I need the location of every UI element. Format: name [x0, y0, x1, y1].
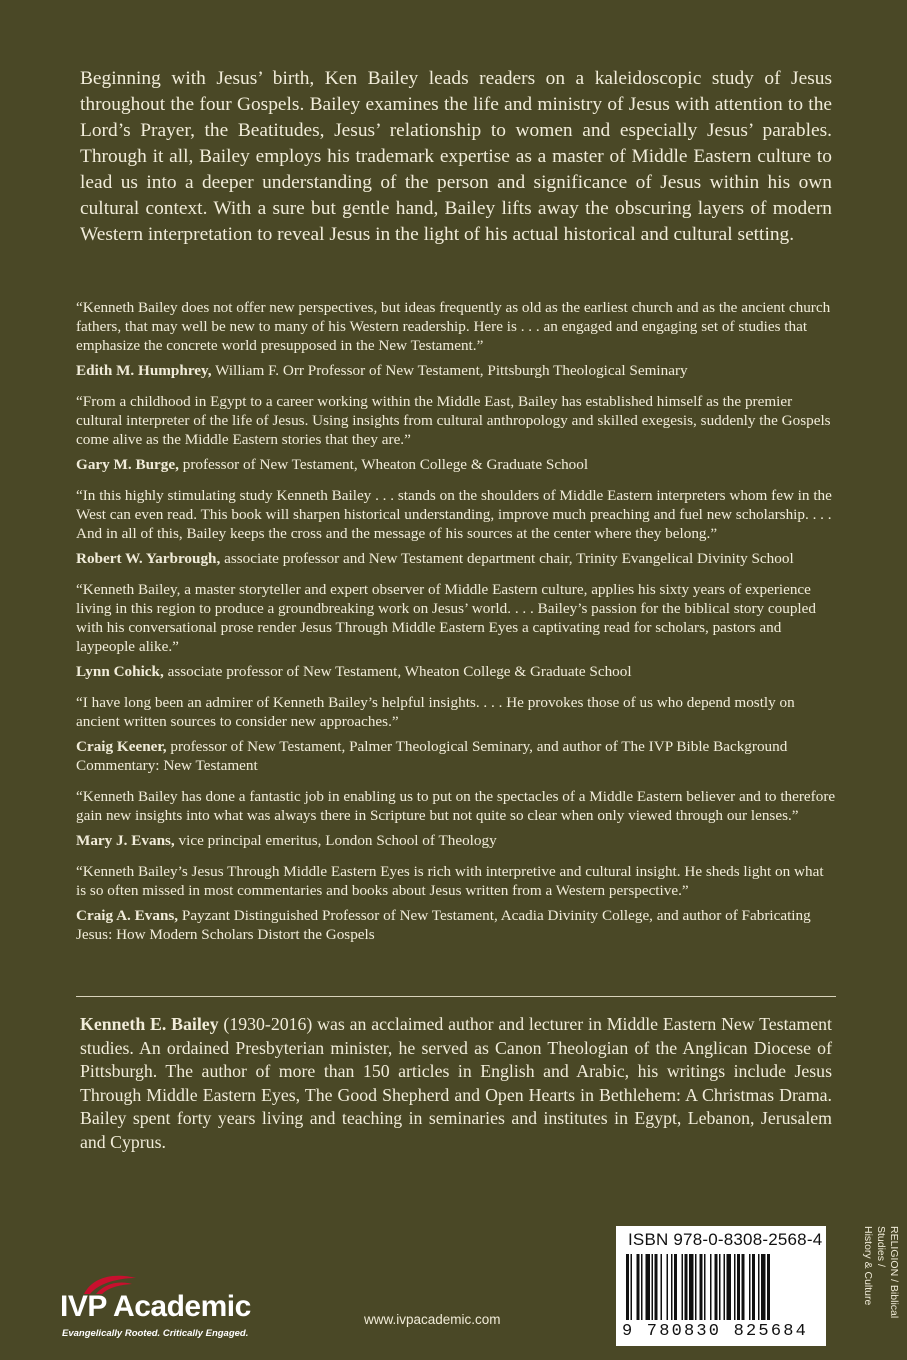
endorser-role: Payzant Distinguished Professor of New Testament, Acadia Divinity College, and author of Fabricating Jesus: How Modern Scholars Distort the Gospels [76, 907, 811, 943]
endorser-name: Edith M. Humphrey, [76, 362, 212, 379]
barcode-icon [624, 1254, 820, 1322]
endorsement [76, 298, 836, 380]
book-description: Beginning with Jesus’ birth, Ken Bailey leads readers on a kaleidoscopic study of Jesus throughout the four Gospels. Bailey examines the life and ministry of Jesus with attention to the Lord’s Prayer, the Beatitudes, Jesus’ relationship to women and especially Jesus’ parables. Through it all, Bailey employs his trademark expertise as a master of Middle Eastern culture to lead us into a deeper understanding of the person and significance of Jesus within his own cultural context. With a sure but gentle hand, Bailey lifts away the obscuring layers of modern Western interpretation to reveal Jesus in the light of his actual historical and cultural setting. [80, 68, 832, 245]
endorser-role: vice principal emeritus, London School of Theology [174, 832, 497, 849]
endorser-name: Craig A. Evans, [76, 907, 179, 924]
endorsement-attribution [76, 831, 836, 850]
endorsement [76, 392, 836, 474]
endorsement-attribution [76, 455, 836, 474]
endorsement-attribution [76, 906, 836, 944]
endorsement-quote: “Kenneth Bailey does not offer new perspectives, but ideas frequently as old as the earliest church and as the ancient church fathers, that may well be new to many of his Western readership. Here is . . . an engaged and engaging set of studies that emphasize the concrete world presupposed in the New Testament.” [76, 299, 831, 354]
endorsement-quote: “Kenneth Bailey’s Jesus Through Middle Eastern Eyes is rich with interpretive and cultural insight. He sheds light on what is so often missed in most commentaries and books about Jesus written from a Western perspective.” [76, 863, 824, 899]
endorser-role: associate professor and New Testament department chair, Trinity Evangelical Divinity School [220, 550, 794, 567]
category-label [860, 1226, 900, 1346]
endorsement [76, 787, 836, 850]
endorsement-attribution [76, 662, 836, 681]
isbn-label: ISBN 978-0-8308-2568-4 [628, 1230, 823, 1249]
author-name: Kenneth E. Bailey [80, 1014, 219, 1034]
endorsement-quote: “Kenneth Bailey, a master storyteller and expert observer of Middle Eastern culture, applies his sixty years of experience living in this region to produce a groundbreaking work on Jesus’ world. . . . Bailey’s passion for the biblical story coupled with his conversational prose render Jesus Through Middle Eastern Eyes a captivating read for scholars, pastors and laypeople alike.” [76, 581, 816, 655]
endorsement [76, 862, 836, 944]
endorsement-attribution [76, 737, 836, 775]
endorsement [76, 693, 836, 775]
endorsement-quote: “From a childhood in Egypt to a career working within the Middle East, Bailey has established himself as the premier cultural interpreter of the life of Jesus. Using insights from cultural anthropology and skilled exegesis, suddenly the Gospels come alive as the Middle Eastern stories that they are.” [76, 393, 831, 448]
author-bio-text: (1930-2016) was an acclaimed author and lecturer in Middle Eastern New Testament studies. An ordained Presbyterian minister, he served as Canon Theologian of the Anglican Diocese of Pittsburgh. The author of more than 150 articles in English and Arabic, his writings include Jesus Through Middle Eastern Eyes, The Good Shepherd and Open Hearts in Bethlehem: A Christmas Drama. Bailey spent forty years living and teaching in seminaries and institutes in Egypt, Lebanon, Jerusalem and Cyprus. [80, 1014, 832, 1152]
divider [76, 996, 836, 997]
endorsement-attribution [76, 361, 836, 380]
endorsement-attribution [76, 549, 836, 568]
endorser-role: professor of New Testament, Wheaton College & Graduate School [178, 456, 589, 473]
endorsement-quote: “Kenneth Bailey has done a fantastic job in enabling us to put on the spectacles of a Middle Eastern believer and to therefore gain new insights into what was always there in Scripture but not quite so clear when only viewed through our lenses.” [76, 788, 836, 824]
endorser-role: associate professor of New Testament, Wheaton College & Graduate School [163, 663, 632, 680]
endorser-role: professor of New Testament, Palmer Theological Seminary, and author of The IVP Bible Background Commentary: New Testament [76, 738, 788, 774]
category-line-1: RELIGION / Biblical Studies / [875, 1226, 900, 1319]
endorsement [76, 486, 836, 568]
endorsement-quote: “In this highly stimulating study Kenneth Bailey . . . stands on the shoulders of Middle Eastern interpreters whom few in the West can even read. This book will sharpen historical understanding, improve much preaching and fuel new scholarship. . . . And in all of this, Bailey keeps the cross and the message of his sources at the center where they belong.” [76, 487, 832, 542]
endorser-role: William F. Orr Professor of New Testament, Pittsburgh Theological Seminary [211, 362, 688, 379]
publisher-tagline: Evangelically Rooted. Critically Engaged. [62, 1328, 249, 1339]
endorser-name: Robert W. Yarbrough, [76, 550, 221, 567]
isbn-barcode [616, 1226, 826, 1346]
endorsement [76, 580, 836, 681]
publisher-logo [60, 1272, 280, 1339]
publisher-name: IVP Academic [60, 1290, 251, 1323]
endorser-name: Craig Keener, [76, 738, 167, 755]
author-bio [80, 1013, 832, 1154]
isbn-digits: 9 780830 825684 [622, 1322, 809, 1341]
endorsements [76, 298, 836, 956]
endorser-name: Gary M. Burge, [76, 456, 179, 473]
endorser-name: Mary J. Evans, [76, 832, 175, 849]
endorsement-quote: “I have long been an admirer of Kenneth Bailey’s helpful insights. . . . He provokes those of us who depend mostly on ancient written sources to consider new approaches.” [76, 694, 795, 730]
publisher-website: www.ivpacademic.com [364, 1312, 501, 1327]
category-line-2: History & Culture [862, 1226, 874, 1306]
endorser-name: Lynn Cohick, [76, 663, 164, 680]
